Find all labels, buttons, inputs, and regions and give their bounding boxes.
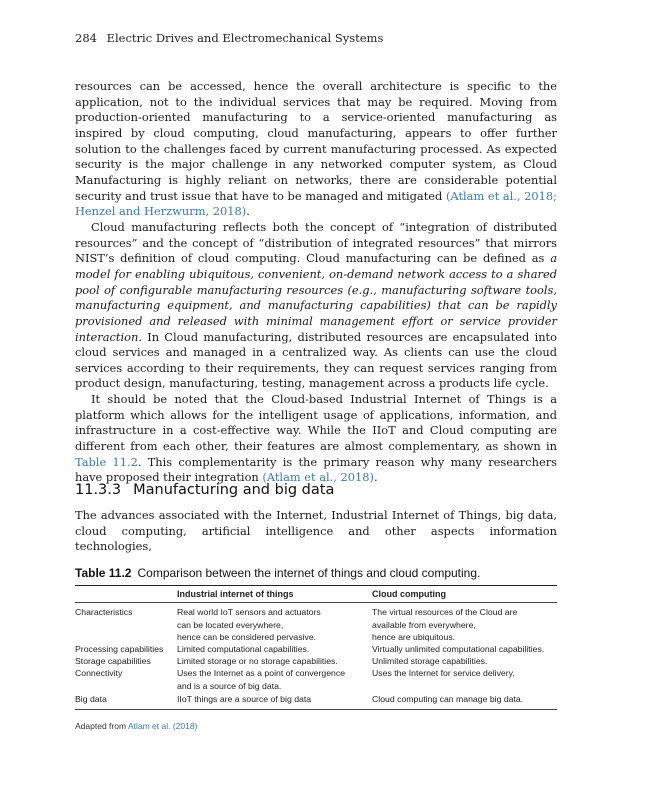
table-row (75, 643, 557, 655)
footnote-citation-link[interactable]: Atlam et al. (2018) (127, 721, 198, 731)
cell-line: and is a source of big data. (177, 680, 282, 691)
section-number: 11.3.3 (75, 482, 122, 498)
iot-cell (177, 655, 372, 667)
iot-cell (177, 606, 372, 643)
table-row (75, 692, 557, 709)
table-row (75, 606, 557, 643)
table (75, 586, 557, 709)
cell-line: can be located everywhere, (177, 619, 284, 630)
cloud-cell (372, 643, 557, 655)
cell-line: Cloud computing can manage big data. (372, 693, 524, 704)
paragraph-1-text: resources can be accessed, hence the overall architecture is specific to the application, not to the individual services that may be required. Moving from production-oriented manufacturing to a service-oriented manufacturing as inspired by cloud computing, cloud manufacturing, appears to offer further solution to the challenges faced by current manufacturing processed. As expected security is the major challenge in any networked computer system, as Cloud Manufacturing is highly reliant on networks, there are considerable potential security and trust issue that have to be managed and mitigated (75, 79, 557, 203)
cell-line: Uses the Internet for service delivery. (372, 668, 515, 679)
footnote-prefix: Adapted from (75, 721, 127, 731)
citation-link[interactable]: (Atlam et al., 2018) (262, 470, 374, 485)
table-row (75, 655, 557, 667)
paragraph-3-end: . (373, 470, 378, 485)
table-bottom-rule (75, 709, 557, 710)
page-number: 284 (75, 31, 97, 45)
table-reference-link[interactable]: Table 11.2 (75, 454, 138, 469)
body-text (75, 79, 557, 486)
running-header (75, 31, 383, 45)
table-caption (75, 566, 480, 580)
paragraph-3-text-b: . This complementarity is the primary reason why many researchers have proposed their integration (75, 454, 557, 485)
cell-line: available from everywhere, (372, 619, 476, 630)
iot-cell (177, 667, 372, 691)
cloud-cell (372, 692, 557, 709)
cell-line: Limited storage or no storage capabilities. (177, 656, 338, 667)
cell-line: hence are ubiquitous. (372, 631, 456, 642)
comparison-table (75, 585, 557, 710)
cloud-cell (372, 606, 557, 643)
cell-line: The virtual resources of the Cloud are (372, 607, 518, 618)
table-footnote (75, 721, 197, 731)
table-header-cell: Industrial internet of things (177, 589, 294, 600)
paragraph-2-text-a: Cloud manufacturing reflects both the concept of “integration of distributed resources” and the concept of “distribution of integrated resources” that mirrors NIST’s definition of cloud computing. Cloud manufacturing can be defined as (75, 219, 557, 266)
running-title: Electric Drives and Electromechanical Systems (106, 31, 384, 45)
paragraph-3-text-a: It should be noted that the Cloud-based Industrial Internet of Things is a platform which allows for the intelligent usage of applications, information, and infrastructure in a cost-effective way. While the IIoT and Cloud computing are different from each other, their features are almost complementary, as shown in (75, 392, 557, 454)
cloud-cell (372, 655, 557, 667)
row-label: Connectivity (75, 668, 123, 679)
paragraph-1-end: . (246, 204, 250, 219)
row-label: Storage capabilities (75, 656, 151, 667)
row-label: Big data (75, 693, 107, 704)
cell-line: hence can be considered pervasive. (177, 631, 317, 642)
cloud-cell (372, 667, 557, 691)
paragraph-1 (75, 79, 557, 220)
table-header-rule (75, 602, 557, 603)
section-heading (75, 482, 334, 498)
table-label: Table 11.2 (75, 566, 132, 580)
citation-link[interactable]: (Atlam et al., 2018; Henzel and Herzwurm, 2018) (75, 188, 557, 219)
cell-line: Virtually unlimited computational capabilities. (372, 643, 545, 654)
paragraph-3 (75, 392, 557, 486)
table-row (75, 667, 557, 691)
row-label: Processing capabilities (75, 643, 164, 654)
cell-line: Uses the Internet as a point of convergence (177, 668, 346, 679)
iot-cell (177, 692, 372, 709)
cell-line: Unlimited storage capabilities. (372, 656, 488, 667)
section-title: Manufacturing and big data (133, 482, 335, 498)
table-caption-text: Comparison between the internet of things and cloud computing. (137, 566, 481, 580)
row-label: Characteristics (75, 607, 133, 618)
table-header-row (75, 586, 557, 602)
cell-line: Real world IoT sensors and actuators (177, 607, 321, 618)
iot-cell (177, 643, 372, 655)
table-header-cell: Cloud computing (372, 589, 446, 600)
cell-line: IIoT things are a source of big data (177, 693, 312, 704)
cell-line: Limited computational capabilities. (177, 643, 310, 654)
section-body (75, 508, 557, 555)
section-paragraph: The advances associated with the Internet, Industrial Internet of Things, big data, cloud computing, artificial intelligence and other aspects information technologies, (75, 508, 557, 554)
table-header-cell (75, 586, 177, 602)
paragraph-2-text-b: In Cloud manufacturing, distributed resources are encapsulated into cloud services and managed in a centralized way. As clients can use the cloud services according to their requirements, they can request services ranging from product design, manufacturing, testing, management across a products life cycle. (75, 329, 557, 391)
paragraph-2 (75, 220, 557, 392)
definition-italic: a model for enabling ubiquitous, convenient, on-demand network access to a shared pool of configurable manufacturing resources (e.g., manufacturing software tools, manufacturing equipment, and manufacturing capabilities) that can be rapidly provisioned and released with minimal management effort or service provider interaction. (75, 251, 557, 344)
